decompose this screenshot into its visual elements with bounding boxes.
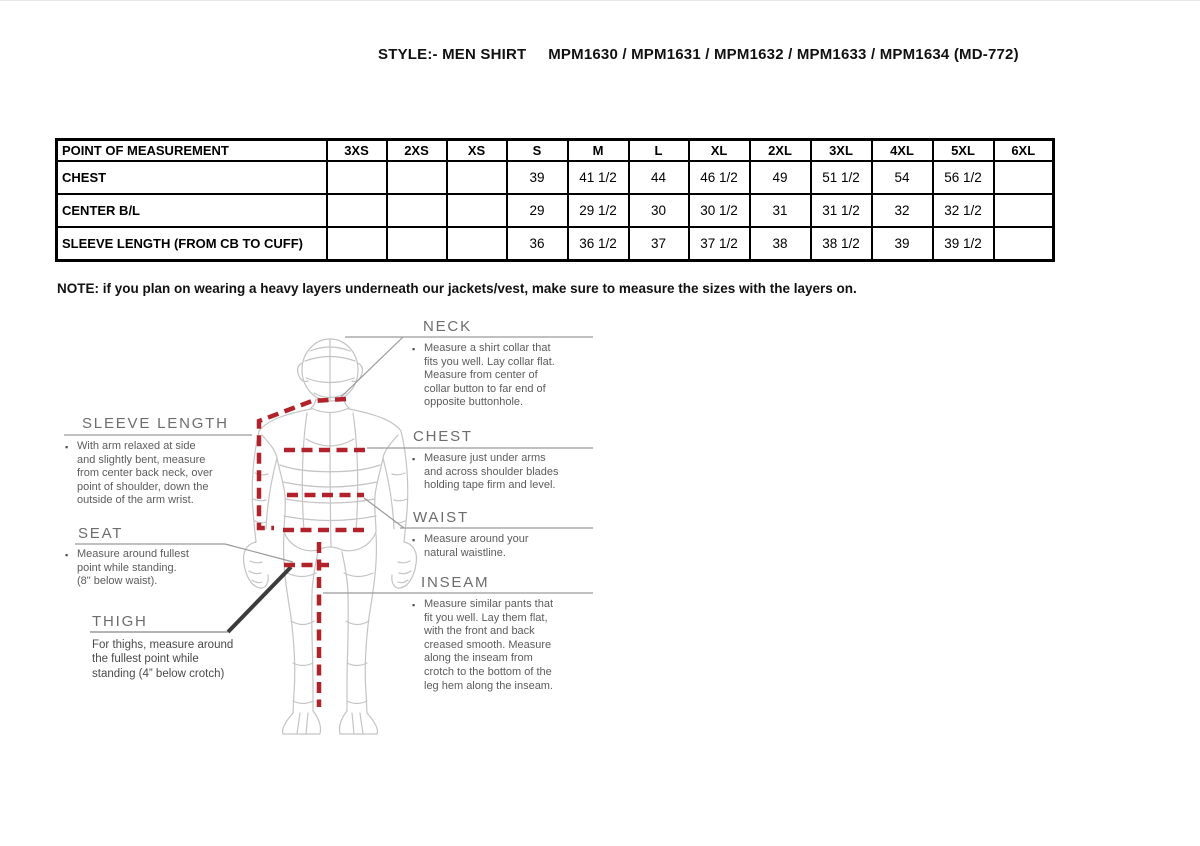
description-line: Measure a shirt collar that	[424, 342, 551, 354]
description-line: Measure just under arms	[424, 452, 546, 464]
bullet-square-icon: ▪	[65, 550, 69, 560]
table-cell: 36 1/2	[568, 227, 629, 261]
thigh-label: THIGH	[92, 613, 148, 630]
table-cell: 39	[507, 161, 568, 194]
table-cell: 30 1/2	[689, 194, 750, 227]
table-cell: 29	[507, 194, 568, 227]
table-cell: 32	[872, 194, 933, 227]
description-line: Measure similar pants that	[424, 598, 553, 610]
col-header-point-of-measurement: POINT OF MEASUREMENT	[57, 140, 327, 162]
col-header-l: L	[629, 140, 689, 162]
description-line: collar button to far end of	[424, 382, 546, 395]
description-line: standing (4” below crotch)	[92, 667, 225, 680]
row-label-chest: CHEST	[57, 161, 327, 194]
col-header-2xs: 2XS	[387, 140, 447, 162]
description-line: and across shoulder blades	[424, 465, 559, 478]
description-line: with the front and back	[424, 625, 535, 638]
table-cell: 31	[750, 194, 811, 227]
thigh-description	[92, 638, 233, 681]
chest-description	[411, 452, 559, 493]
waist-label: WAIST	[413, 509, 469, 526]
seat-description	[64, 548, 189, 589]
description-line: point while standing.	[77, 561, 177, 574]
table-cell: 32 1/2	[933, 194, 994, 227]
sleeve-length-label: SLEEVE LENGTH	[82, 415, 229, 432]
description-line: from center back neck, over	[77, 467, 213, 480]
description-line: outside of the arm wrist.	[77, 494, 194, 507]
description-line: (8" below waist).	[77, 575, 158, 588]
bullet-square-icon: ▪	[412, 454, 416, 464]
description-line: fit you well. Lay them flat,	[424, 611, 548, 624]
col-header-2xl: 2XL	[750, 140, 811, 162]
col-header-xs: XS	[447, 140, 507, 162]
sleeve-length-description	[64, 440, 213, 508]
chest-label: CHEST	[413, 428, 473, 445]
description-line: Measure from center of	[424, 369, 538, 382]
table-cell: 38 1/2	[811, 227, 872, 261]
col-header-4xl: 4XL	[872, 140, 933, 162]
table-cell: 31 1/2	[811, 194, 872, 227]
description-line: crotch to the bottom of the	[424, 665, 552, 678]
table-cell: 56 1/2	[933, 161, 994, 194]
bullet-square-icon: ▪	[412, 344, 416, 354]
col-header-5xl: 5XL	[933, 140, 994, 162]
col-header-3xs: 3XS	[327, 140, 387, 162]
inseam-description	[411, 598, 553, 693]
neck-leader-line	[341, 337, 403, 397]
description-line: holding tape firm and level.	[424, 479, 556, 492]
description-line: opposite buttonhole.	[424, 396, 524, 409]
seat-leader-line	[225, 544, 293, 562]
table-cell: 39 1/2	[933, 227, 994, 261]
description-line: creased smooth. Measure	[424, 638, 552, 651]
bullet-square-icon: ▪	[412, 535, 416, 545]
description-line: point of shoulder, down the	[77, 480, 209, 493]
col-header-3xl: 3XL	[811, 140, 872, 162]
table-cell: 51 1/2	[811, 161, 872, 194]
seat-label: SEAT	[78, 525, 124, 542]
col-header-xl: XL	[689, 140, 750, 162]
table-cell: 38	[750, 227, 811, 261]
waist-description	[411, 533, 529, 560]
col-header-s: S	[507, 140, 568, 162]
inseam-label: INSEAM	[421, 574, 490, 591]
description-line: With arm relaxed at side	[77, 440, 196, 452]
mannequin-wireframe	[244, 339, 417, 734]
table-cell: 49	[750, 161, 811, 194]
table-cell: 46 1/2	[689, 161, 750, 194]
layers-note: NOTE: if you plan on wearing a heavy layers underneath our jackets/vest, make sure to measure the sizes with the layers on.	[57, 281, 857, 296]
row-label-center-bl: CENTER B/L	[57, 194, 327, 227]
description-line: Measure around fullest	[77, 548, 189, 560]
waist-leader-line	[364, 498, 404, 528]
table-cell: 41 1/2	[568, 161, 629, 194]
table-cell: 39	[872, 227, 933, 261]
neck-description	[411, 342, 555, 410]
description-line: along the inseam from	[424, 652, 533, 665]
table-cell: 37	[629, 227, 689, 261]
description-line: For thighs, measure around	[92, 639, 234, 651]
table-cell: 29 1/2	[568, 194, 629, 227]
table-cell: 36	[507, 227, 568, 261]
description-line: and slightly bent, measure	[77, 453, 206, 466]
description-line: Measure around your	[424, 533, 529, 545]
description-line: leg hem along the inseam.	[424, 679, 554, 692]
row-label-sleeve-length: SLEEVE LENGTH (FROM CB TO CUFF)	[57, 227, 327, 261]
thigh-leader-line	[228, 567, 291, 632]
table-cell: 44	[629, 161, 689, 194]
neck-label: NECK	[423, 318, 472, 335]
description-line: natural waistline.	[424, 546, 506, 559]
col-header-m: M	[568, 140, 629, 162]
table-cell: 54	[872, 161, 933, 194]
table-cell: 37 1/2	[689, 227, 750, 261]
measurement-lines	[259, 399, 368, 707]
table-cell: 30	[629, 194, 689, 227]
description-line: fits you well. Lay collar flat.	[424, 355, 555, 368]
col-header-6xl: 6XL	[994, 140, 1054, 162]
bullet-square-icon: ▪	[412, 600, 416, 610]
page-title: STYLE:- MEN SHIRT MPM1630 / MPM1631 / MPM1632 / MPM1633 / MPM1634 (MD-772)	[378, 46, 1019, 63]
description-line: the fullest point while	[92, 653, 199, 666]
bullet-square-icon: ▪	[65, 442, 69, 452]
